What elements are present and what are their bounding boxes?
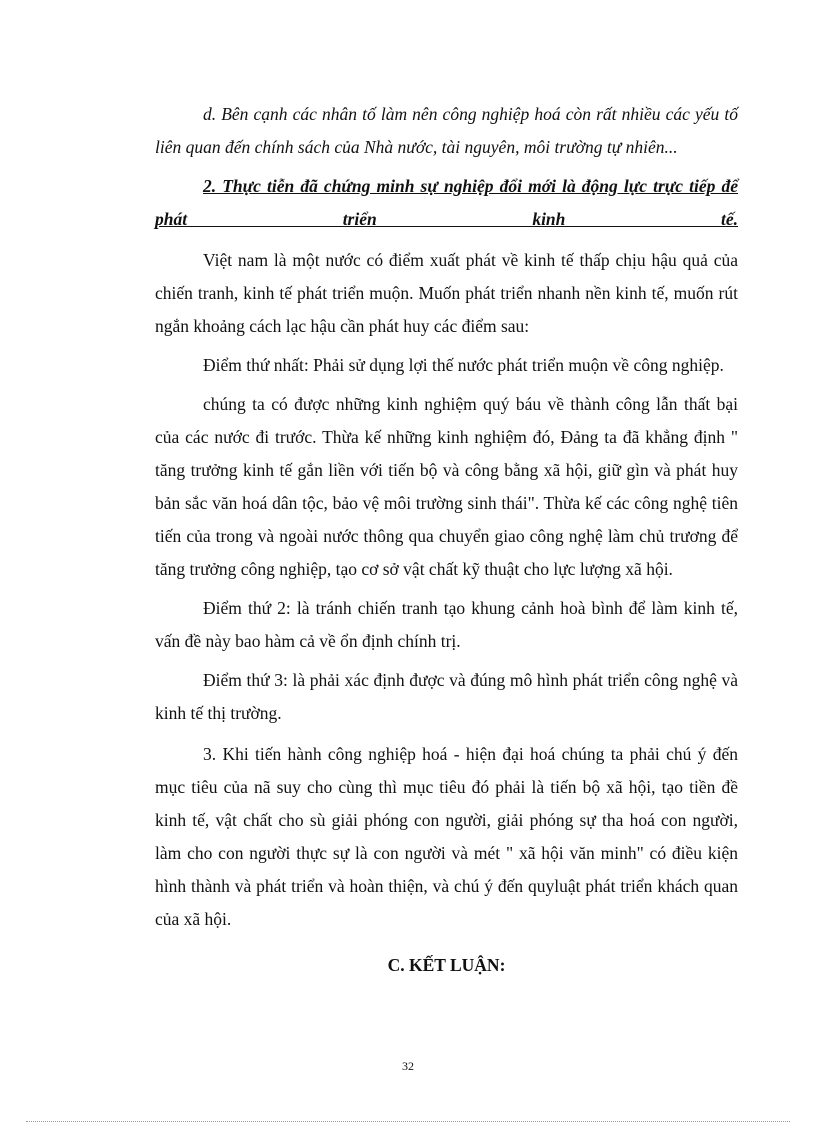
- paragraph-point-three: Điểm thứ 3: là phải xác định được và đúng mô hình phát triển công nghệ và kinh tế thị trường.: [155, 670, 738, 723]
- paragraph-vietnam-starting-point: Việt nam là một nước có điểm xuất phát về kinh tế thấp chịu hậu quả của chiến tranh, kinh tế phát triển muộn. Muốn phát triển nhanh nền kinh tế, muốn rút ngắn khoảng cách lạc hậu cần phát huy các điểm sau:: [155, 250, 738, 336]
- paragraph-point-one: Điểm thứ nhất: Phải sử dụng lợi thế nước phát triển muộn về công nghiệp.: [203, 355, 724, 375]
- section-heading-2: 2. Thực tiễn đã chứng minh sự nghiệp đổi mới là động lực trực tiếp để phát triển kinh tế.: [155, 176, 738, 229]
- paragraph-point-two: Điểm thứ 2: là tránh chiến tranh tạo khung cảnh hoà bình để làm kinh tế, vấn đề này bao hàm cả về ổn định chính trị.: [155, 598, 738, 651]
- footer-dotted-divider: [26, 1121, 790, 1122]
- paragraph-d: d. Bên cạnh các nhân tố làm nên công nghiệp hoá còn rất nhiều các yếu tố liên quan đến chính sách của Nhà nước, tài nguyên, môi trường tự nhiên...: [155, 104, 738, 157]
- page-number: 32: [402, 1059, 414, 1073]
- paragraph-industrialization-goal: 3. Khi tiến hành công nghiệp hoá - hiện đại hoá chúng ta phải chú ý đến mục tiêu của nã suy cho cùng thì mục tiêu đó phải là tiến bộ xã hội, tạo tiền đề kinh tế, vật chất cho sù giải phóng con người, giải phóng sự tha hoá con người, làm cho con người thực sự là con người và mét " xã hội văn minh" có điều kiện hình thành và phát triển và hoàn thiện, và chú ý đến quyluật phát triển khách quan của xã hội.: [155, 744, 738, 929]
- conclusion-heading: C. KẾT LUẬN:: [387, 955, 506, 975]
- paragraph-experience: chúng ta có được những kinh nghiệm quý báu về thành công lẫn thất bại của các nước đi trước. Thừa kế những kinh nghiệm đó, Đảng ta đã khẳng định " tăng trưởng kinh tế gắn liền với tiến bộ và công bằng xã hội, giữ gìn và phát huy bản sắc văn hoá dân tộc, bảo vệ môi trường sinh thái". Thừa kế các công nghệ tiên tiến của trong và ngoài nước thông qua chuyển giao công nghệ làm chủ trương để tăng trưởng công nghiệp, tạo cơ sở vật chất kỹ thuật cho lực lượng xã hội.: [155, 394, 738, 579]
- page-content: [155, 98, 738, 980]
